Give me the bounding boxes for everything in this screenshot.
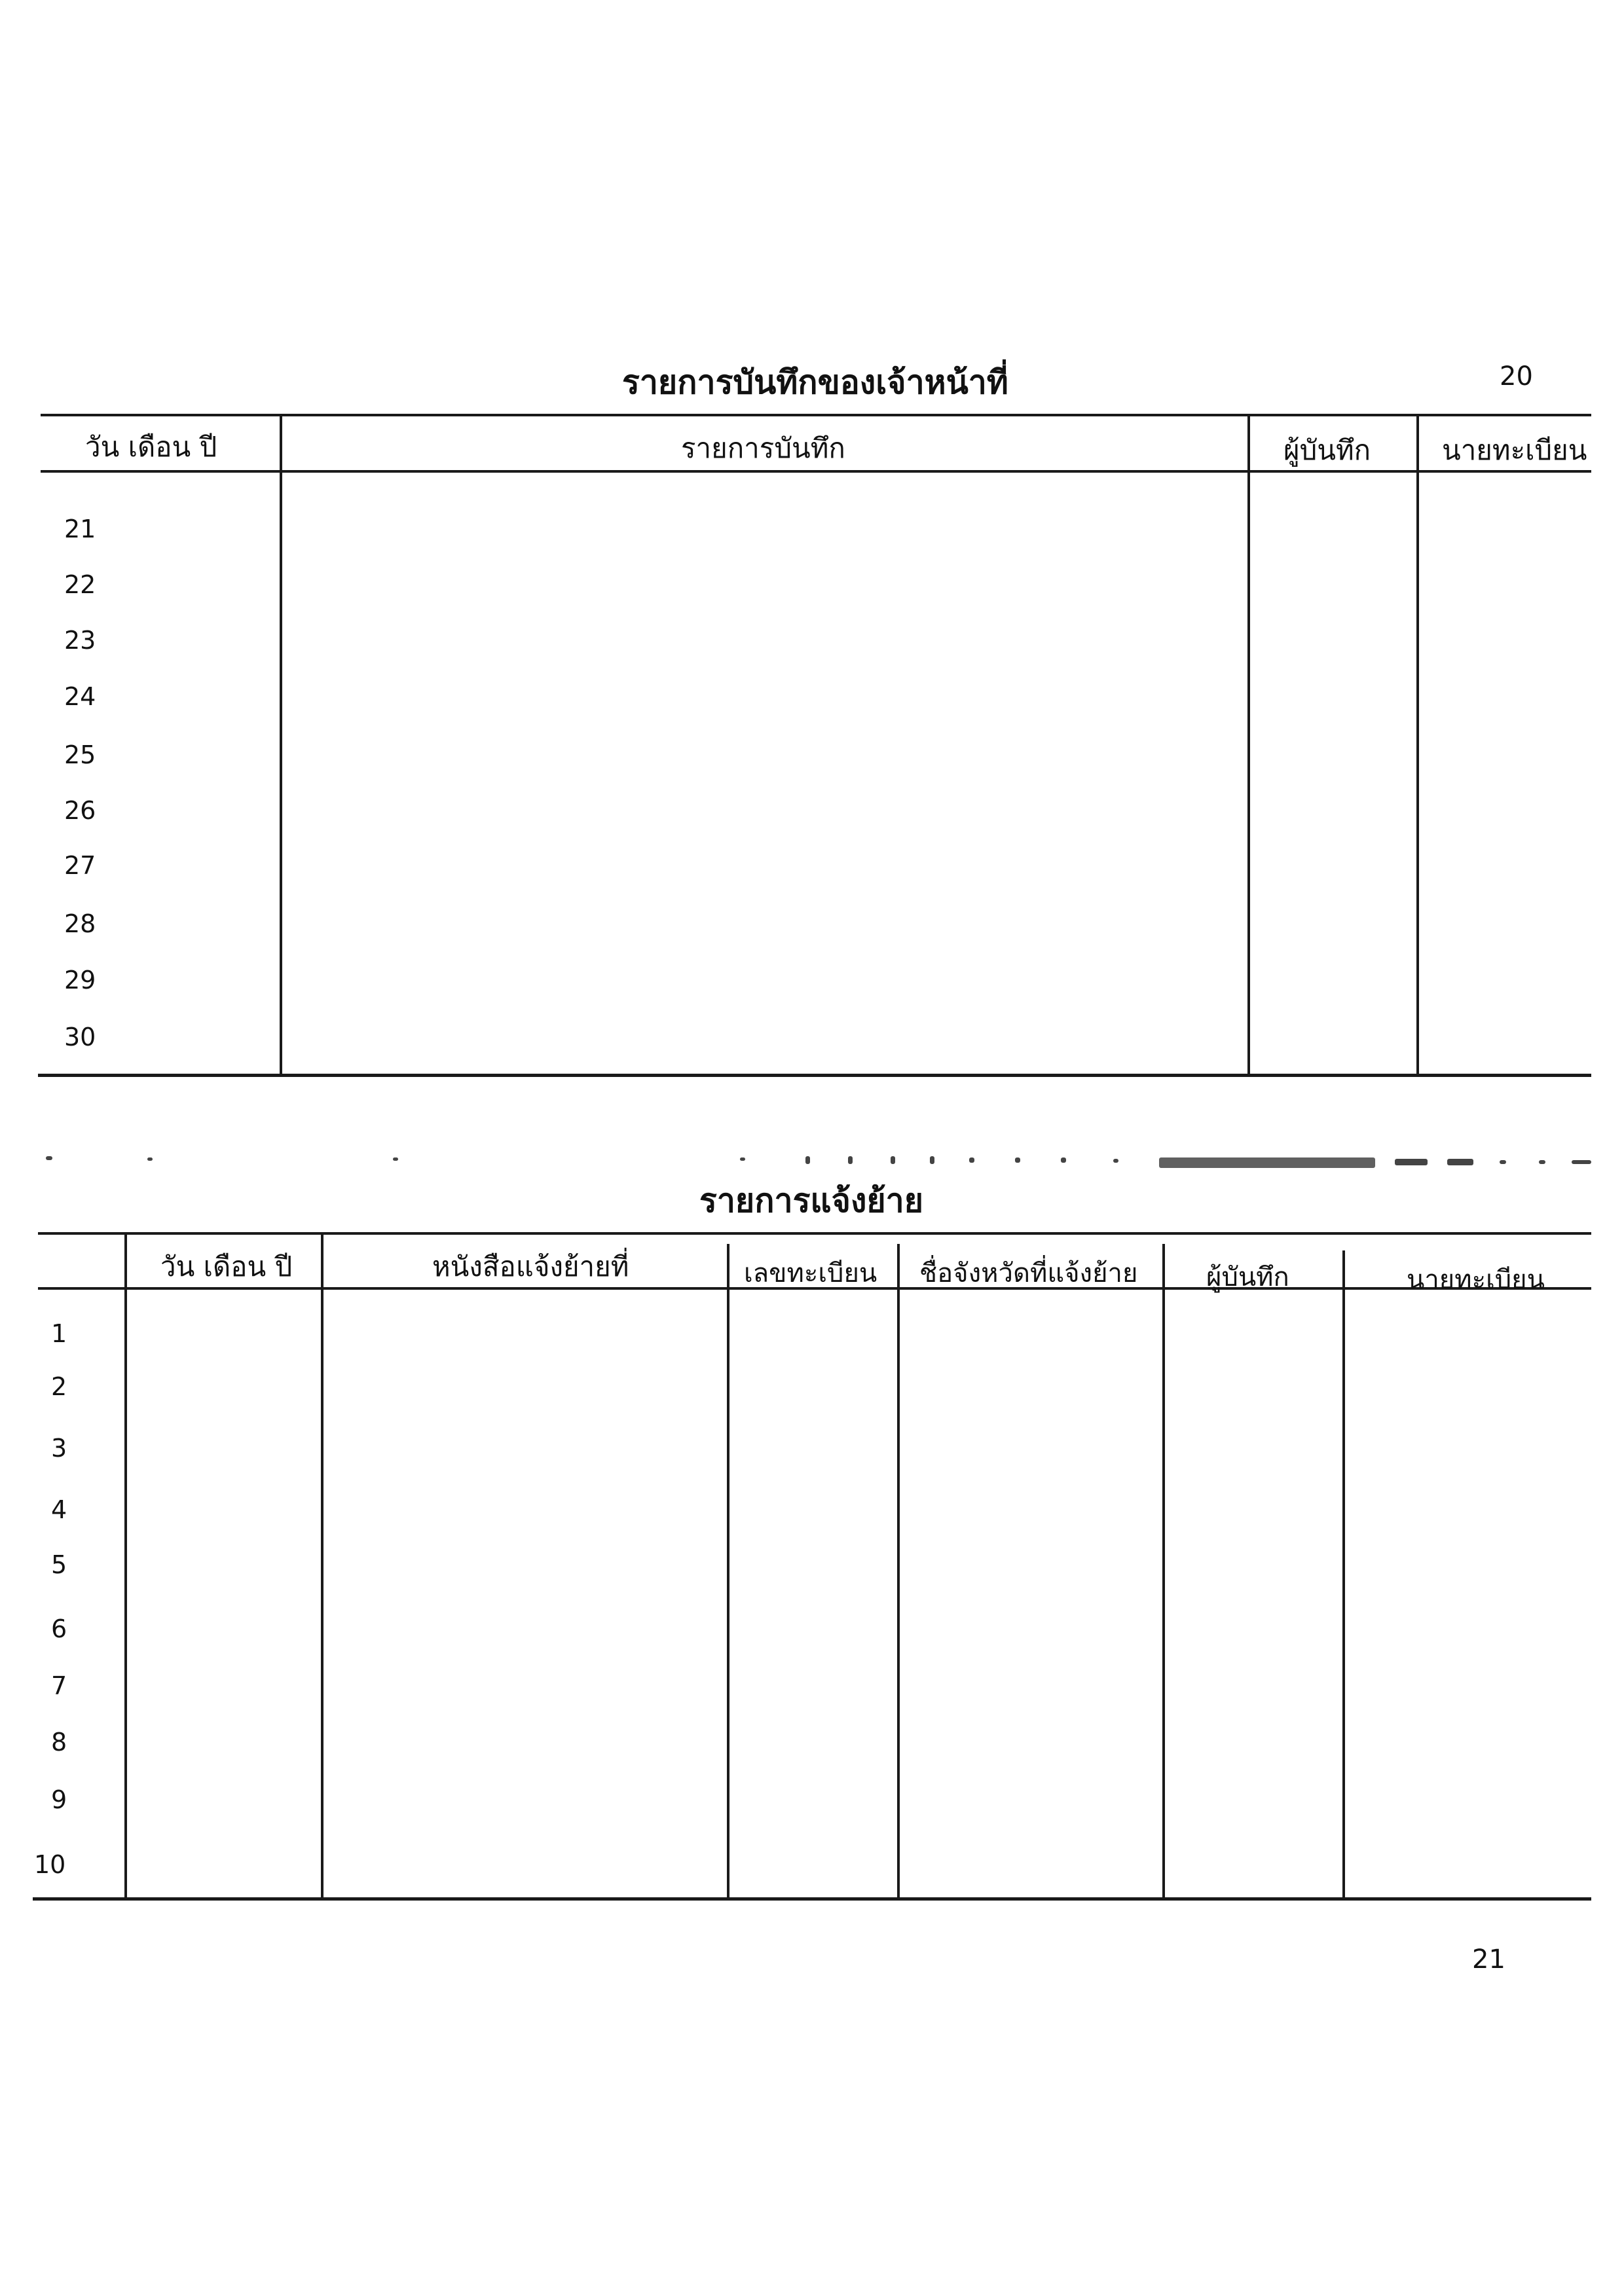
bottom-row-number: 3 [51,1434,67,1463]
top-col-divider-3 [1416,414,1419,1076]
bottom-row-number: 2 [51,1372,67,1401]
bottom-header-recorder: ผู้บันทึก [1206,1262,1289,1292]
bottom-row-number: 10 [34,1850,66,1879]
bottom-col-divider-1 [124,1232,127,1900]
bottom-table-bottom-rule [33,1897,1591,1901]
bottom-row-number: 6 [51,1614,67,1643]
bottom-table-top-rule [38,1232,1591,1235]
top-row-number: 29 [64,966,96,994]
bottom-header-province: ชื่อจังหวัดที่แจ้งย้าย [919,1258,1138,1288]
bottom-row-number: 1 [51,1319,67,1348]
top-row-number: 28 [64,909,96,938]
bottom-col-divider-4 [897,1244,900,1900]
bottom-row-number: 9 [51,1785,67,1814]
top-header-date: วัน เดือน ปี [85,431,217,463]
top-row-number: 23 [64,626,96,655]
top-table-top-rule [41,414,1591,416]
top-table-bottom-rule [38,1074,1591,1077]
bottom-row-number: 7 [51,1671,67,1700]
bottom-col-divider-5 [1162,1244,1165,1900]
bottom-header-notice-letter: หนังสือแจ้งย้ายที่ [432,1250,629,1283]
top-row-number: 26 [64,796,96,825]
bottom-col-divider-3 [727,1244,729,1900]
top-header-record: รายการบันทึก [681,432,845,464]
bottom-row-number: 8 [51,1728,67,1757]
top-row-number: 22 [64,570,96,599]
bottom-header-date: วัน เดือน ปี [160,1250,293,1283]
top-row-number: 27 [64,851,96,880]
bottom-page-number: 21 [1472,1944,1505,1975]
bottom-row-number: 4 [51,1495,67,1524]
top-page-number: 20 [1500,361,1533,392]
bottom-col-divider-2 [321,1232,323,1900]
bottom-header-registration-no: เลขทะเบียน [744,1258,877,1288]
bottom-header-registrar: นายทะเบียน [1407,1265,1545,1295]
top-row-number: 24 [64,682,96,711]
top-header-recorder: ผู้บันทึก [1283,434,1371,466]
top-col-divider-1 [280,414,282,1076]
top-header-registrar: นายทะเบียน [1442,434,1587,466]
top-row-number: 21 [64,515,96,543]
top-row-number: 25 [64,740,96,769]
top-table-title: รายการบันทึกของเจ้าหน้าที่ [622,363,1008,401]
bottom-table-title: รายการแจ้งย้าย [699,1182,924,1220]
top-row-number: 30 [64,1023,96,1051]
top-col-divider-2 [1247,414,1250,1076]
bottom-row-number: 5 [51,1550,67,1579]
bottom-col-divider-6 [1342,1250,1345,1900]
